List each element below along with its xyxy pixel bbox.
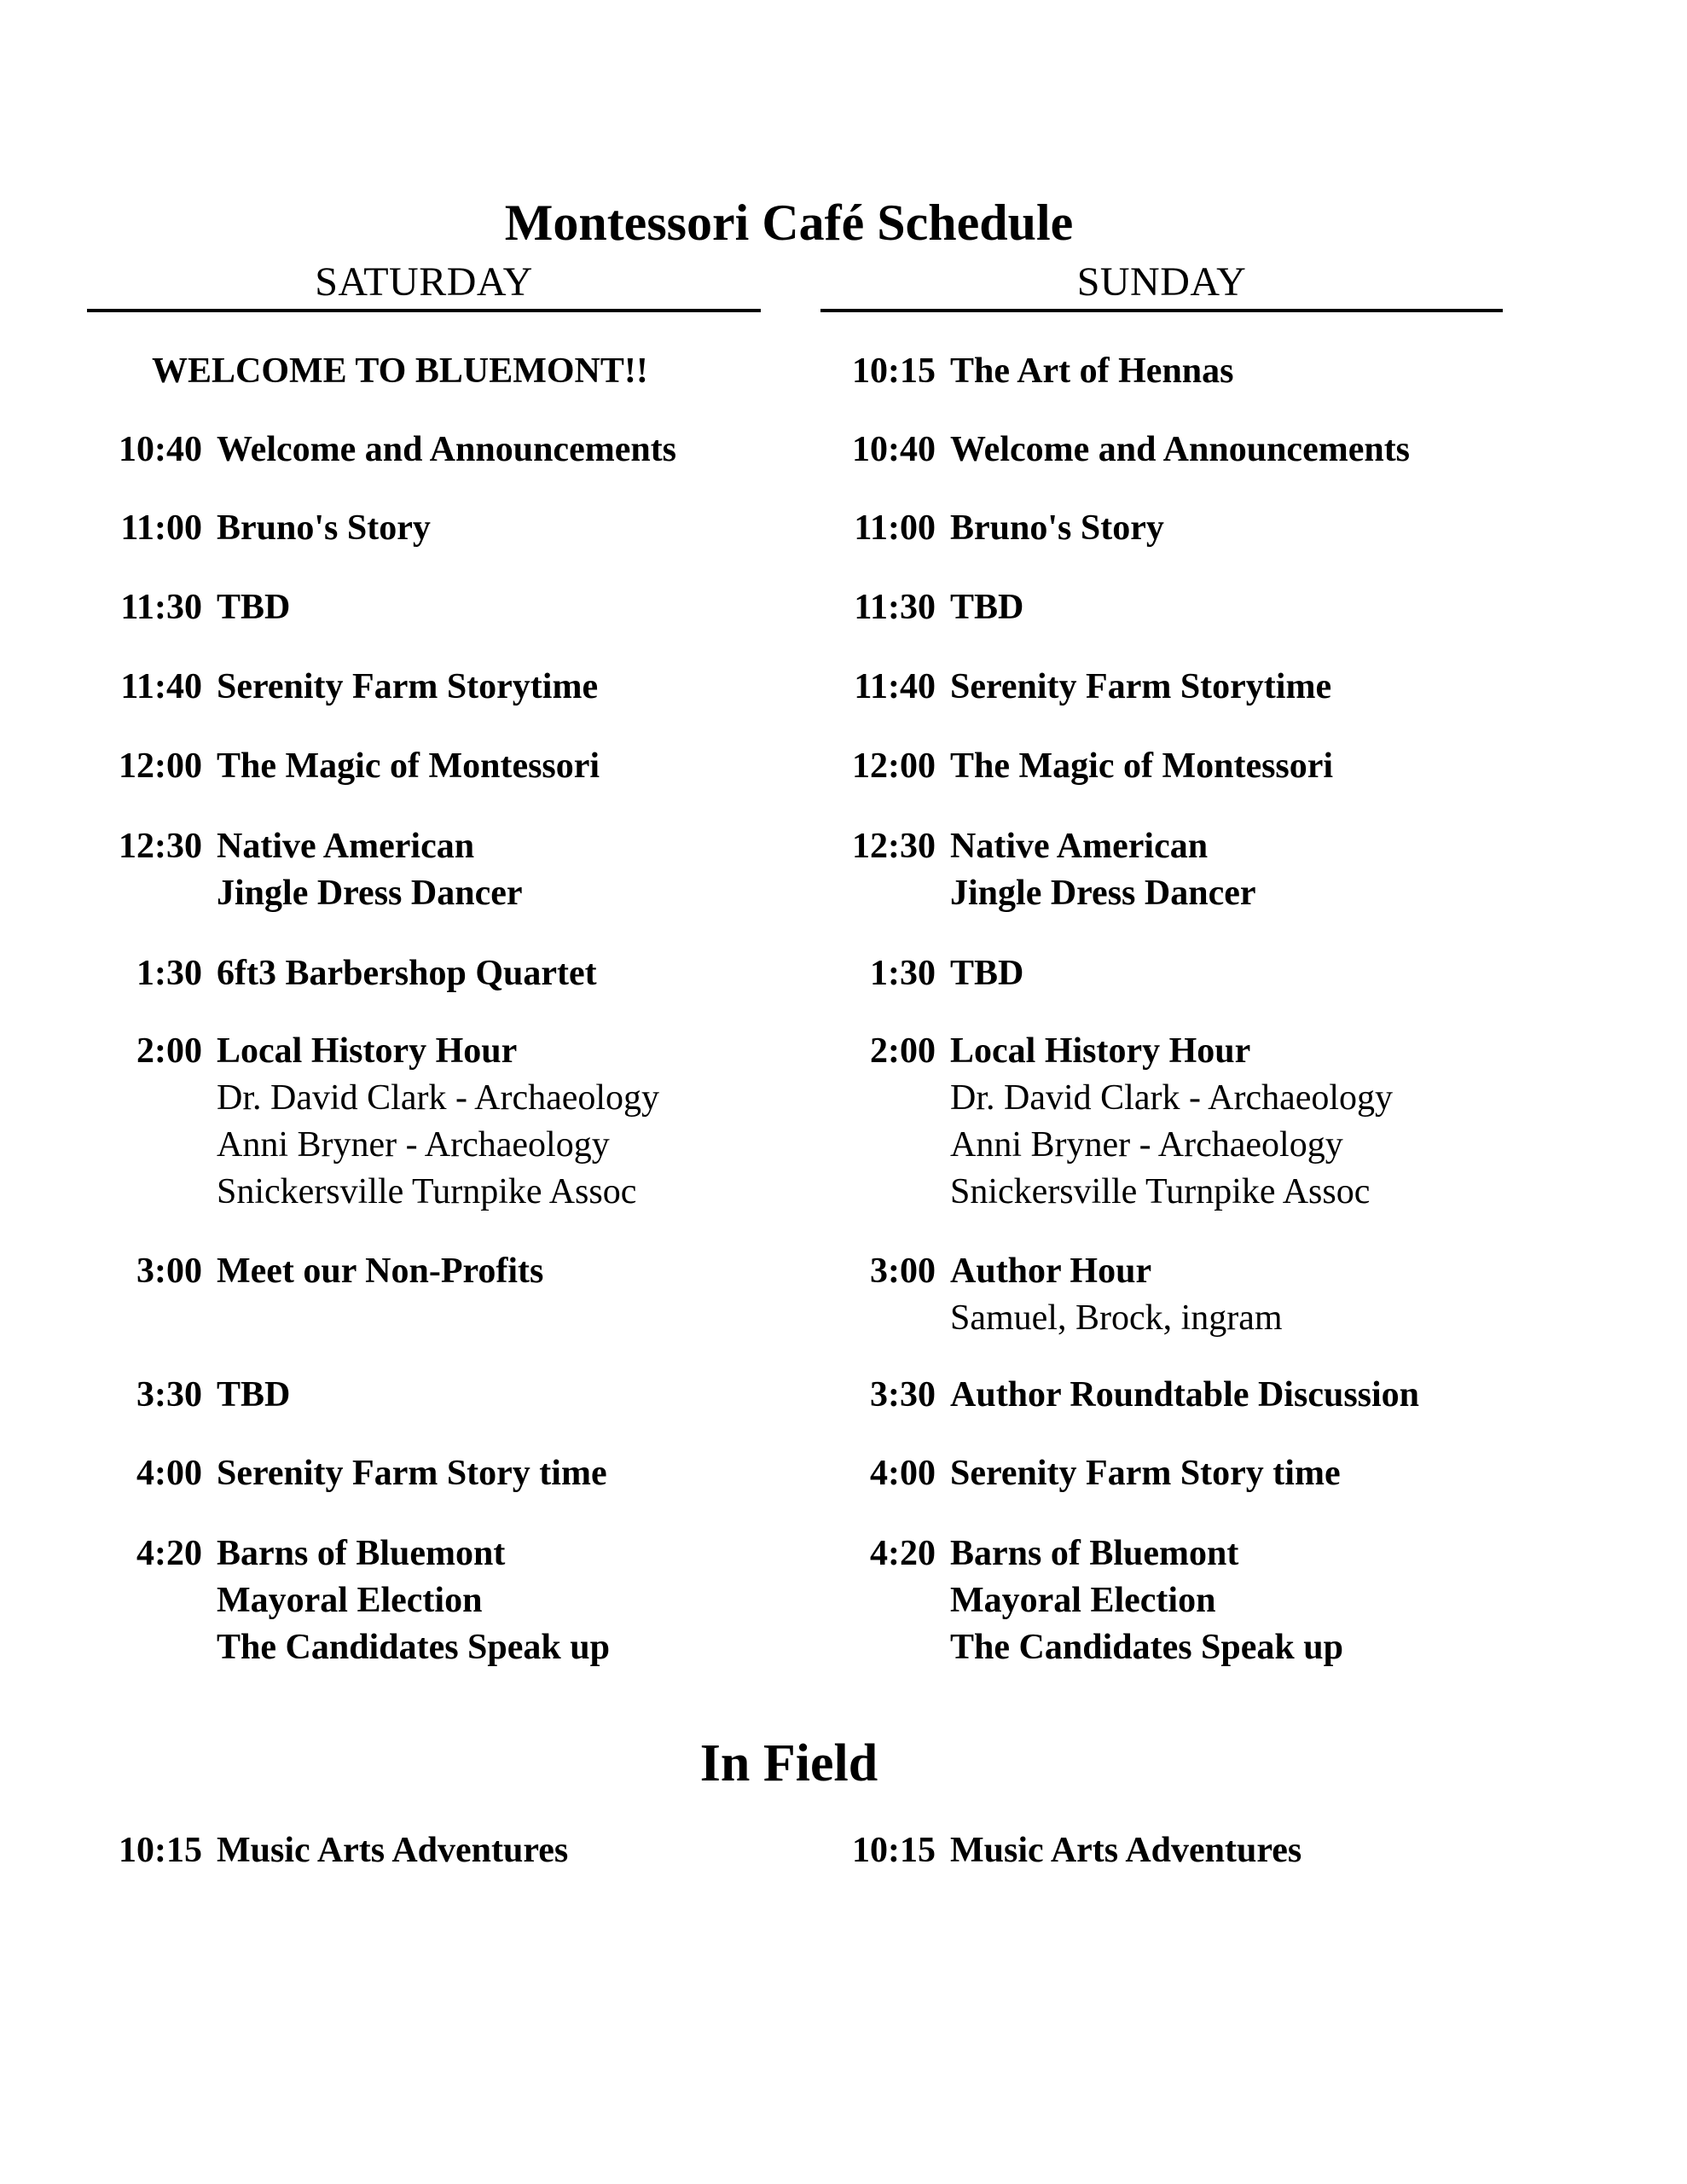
event-title: Local History Hour [217, 1031, 518, 1071]
event-time: 3:30 [870, 1375, 936, 1414]
event-title: Barns of Bluemont [217, 1534, 506, 1573]
event-time: 2:00 [870, 1031, 936, 1071]
event-title-line2: Jingle Dress Dancer [217, 874, 523, 913]
event-title: Local History Hour [950, 1031, 1251, 1071]
event-title-line3: The Candidates Speak up [950, 1628, 1343, 1667]
event-time: 3:00 [870, 1252, 936, 1291]
event-title: Serenity Farm Story time [950, 1454, 1341, 1493]
event-title: TBD [950, 588, 1024, 627]
event-title: The Art of Hennas [950, 351, 1234, 391]
page-title: Montessori Café Schedule [504, 195, 1074, 251]
event-time: 11:00 [120, 508, 202, 548]
event-title: The Magic of Montessori [950, 746, 1334, 786]
in-field-heading: In Field [699, 1734, 878, 1792]
event-title: Serenity Farm Storytime [217, 667, 599, 706]
event-title: TBD [217, 1375, 291, 1414]
event-title: Welcome and Announcements [217, 430, 677, 469]
event-title: Music Arts Adventures [950, 1831, 1302, 1870]
event-time: 3:30 [136, 1375, 202, 1414]
event-time: 4:20 [136, 1534, 202, 1573]
event-time: 4:00 [870, 1454, 936, 1493]
event-time: 11:00 [854, 508, 936, 548]
event-title: Bruno's Story [950, 508, 1164, 548]
event-title: TBD [217, 588, 291, 627]
sunday-column [820, 256, 1503, 1667]
event-title: TBD [950, 954, 1024, 993]
event-detail: Anni Bryner - Archaeology [217, 1125, 610, 1165]
event-time: 1:30 [136, 954, 202, 993]
event-time: 12:30 [852, 827, 936, 866]
event-time: 12:00 [119, 746, 202, 786]
saturday-column [87, 256, 761, 1667]
event-title: Bruno's Story [217, 508, 431, 548]
event-title-line3: The Candidates Speak up [217, 1628, 610, 1667]
event-title: Serenity Farm Story time [217, 1454, 607, 1493]
event-title-line2: Mayoral Election [217, 1581, 483, 1620]
event-time: 11:40 [120, 667, 202, 706]
event-detail: Dr. David Clark - Archaeology [950, 1078, 1394, 1118]
event-detail: Anni Bryner - Archaeology [950, 1125, 1343, 1165]
saturday-heading: SATURDAY [87, 256, 761, 312]
event-title-line2: Mayoral Election [950, 1581, 1216, 1620]
event-time: 10:40 [119, 430, 202, 469]
event-title: 6ft3 Barbershop Quartet [217, 954, 597, 993]
event-time: 12:00 [852, 746, 936, 786]
event-time: 4:00 [136, 1454, 202, 1493]
event-detail: Dr. David Clark - Archaeology [217, 1078, 660, 1118]
event-time: 1:30 [870, 954, 936, 993]
sunday-heading: SUNDAY [820, 256, 1503, 312]
event-time: 11:30 [120, 588, 202, 627]
event-title: Author Roundtable Discussion [950, 1375, 1420, 1414]
event-time: 10:15 [119, 1831, 202, 1870]
event-title: Barns of Bluemont [950, 1534, 1239, 1573]
event-time: 4:20 [870, 1534, 936, 1573]
event-detail: Samuel, Brock, ingram [950, 1298, 1283, 1338]
event-title: Author Hour [950, 1252, 1152, 1291]
event-detail: Snickersville Turnpike Assoc [217, 1172, 637, 1211]
event-time: 10:15 [852, 351, 936, 391]
event-title: Serenity Farm Storytime [950, 667, 1332, 706]
event-title: Welcome and Announcements [950, 430, 1411, 469]
event-time: 12:30 [119, 827, 202, 866]
event-time: 3:00 [136, 1252, 202, 1291]
event-time: 11:40 [854, 667, 936, 706]
event-title: Native American [950, 827, 1209, 866]
event-title: Music Arts Adventures [217, 1831, 569, 1870]
event-time: 10:40 [852, 430, 936, 469]
event-title-line2: Jingle Dress Dancer [950, 874, 1256, 913]
event-time: 2:00 [136, 1031, 202, 1071]
event-time: 10:15 [852, 1831, 936, 1870]
event-title: The Magic of Montessori [217, 746, 600, 786]
event-title: Meet our Non-Profits [217, 1252, 544, 1291]
event-title: Native American [217, 827, 475, 866]
welcome-text: WELCOME TO BLUEMONT!! [152, 351, 648, 391]
event-detail: Snickersville Turnpike Assoc [950, 1172, 1371, 1211]
event-time: 11:30 [854, 588, 936, 627]
